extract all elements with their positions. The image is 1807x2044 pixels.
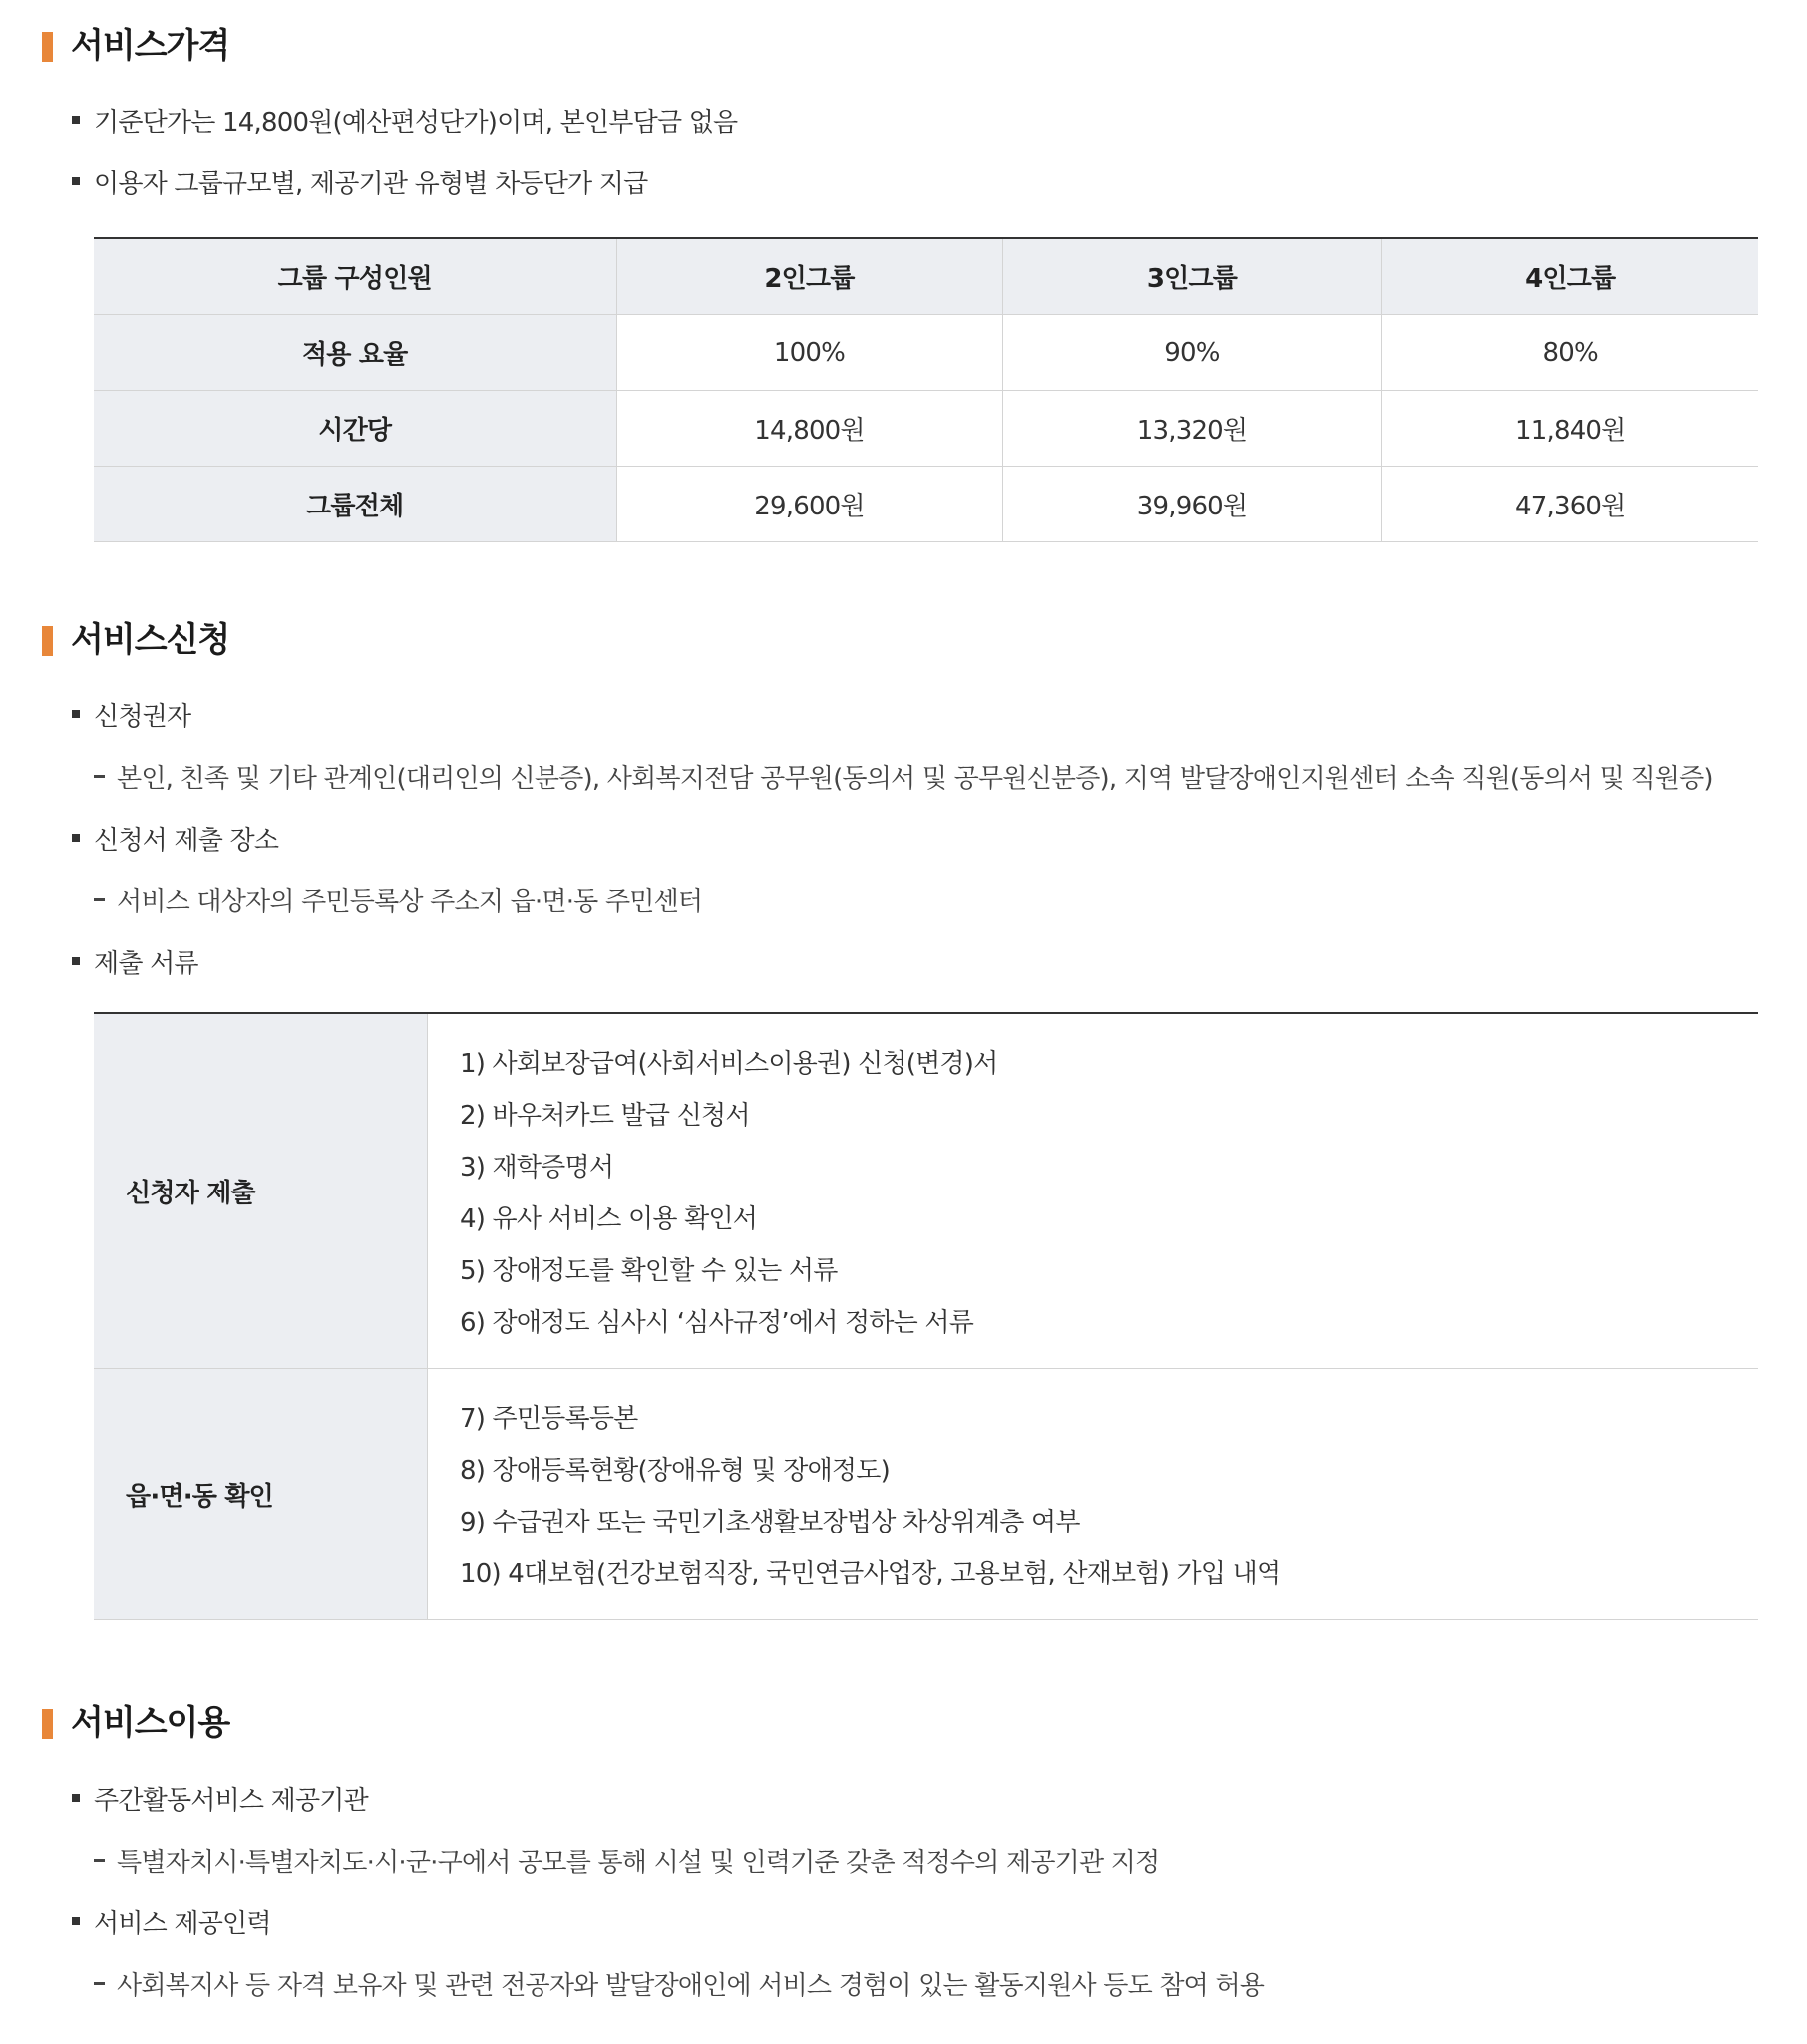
table-cell: 39,960원 [1002, 467, 1381, 542]
header-cell: 그룹 구성인원 [94, 238, 616, 315]
dash-icon [94, 1859, 105, 1862]
bullet-text: 기준단가는 14,800원(예산편성단가)이며, 본인부담금 없음 [94, 107, 738, 138]
section-title-price [42, 16, 229, 68]
sub-submit-place [94, 879, 702, 919]
header-cell: 4인그룹 [1381, 238, 1758, 315]
bullet-text: 서비스 제공인력 [94, 1908, 271, 1939]
list-item: 7) 주민등록등본 [460, 1403, 638, 1434]
sub-text: 서비스 대상자의 주민등록상 주소지 읍·면·동 주민센터 [117, 886, 703, 917]
bullet-text: 제출 서류 [94, 948, 198, 979]
bullet-provider [72, 1778, 368, 1818]
dash-icon [94, 898, 105, 901]
table-cell: 14,800원 [616, 391, 1002, 467]
table-header-row [94, 238, 1758, 315]
bullet-square-icon [72, 116, 80, 124]
bullet-text: 주간활동서비스 제공기관 [94, 1785, 368, 1816]
table-cell: 80% [1381, 315, 1758, 391]
sub-applicant [94, 756, 1713, 796]
bullet-text: 이용자 그룹규모별, 제공기관 유형별 차등단가 지급 [94, 169, 648, 199]
table-cell: 100% [616, 315, 1002, 391]
bullet-text: 신청서 제출 장소 [94, 825, 279, 855]
list-item: 4) 유사 서비스 이용 확인서 [460, 1203, 758, 1234]
section-title-apply [42, 610, 229, 662]
bullet-square-icon [72, 177, 80, 185]
row-label: 그룹전체 [94, 467, 616, 542]
section-marker-icon [42, 32, 53, 62]
list-item: 3) 재학증명서 [460, 1152, 614, 1183]
table-row [94, 315, 1758, 391]
sub-text: 특별자치시·특별자치도·시·군·구에서 공모를 통해 시설 및 인력기준 갖춘 적정수의 제공기관 지정 [117, 1847, 1160, 1877]
section-marker-icon [42, 1709, 53, 1739]
bullet-square-icon [72, 957, 80, 965]
table-cell: 90% [1002, 315, 1381, 391]
list-item: 8) 장애등록현황(장애유형 및 장애정도) [460, 1455, 890, 1486]
table-row [94, 467, 1758, 542]
section-title-text: 서비스가격 [71, 25, 230, 66]
dash-icon [94, 1982, 105, 1985]
table-row [94, 391, 1758, 467]
price-table [94, 237, 1758, 542]
bullet-price-2 [72, 162, 647, 201]
bullet-text: 신청권자 [94, 701, 191, 732]
list-item: 2) 바우처카드 발급 신청서 [460, 1100, 750, 1131]
list-item: 9) 수급권자 또는 국민기초생활보장법상 차상위계층 여부 [460, 1507, 1080, 1537]
bullet-square-icon [72, 1917, 80, 1925]
table-cell: 13,320원 [1002, 391, 1381, 467]
row-label: 신청자 제출 [94, 1013, 428, 1368]
bullet-submit-place [72, 818, 278, 857]
bullet-price-1 [72, 100, 737, 140]
section-marker-icon [42, 626, 53, 656]
table-cell: 47,360원 [1381, 467, 1758, 542]
table-row [94, 1013, 1758, 1368]
header-cell: 3인그룹 [1002, 238, 1381, 315]
sub-text: 사회복지사 등 자격 보유자 및 관련 전공자와 발달장애인에 서비스 경험이 있는 활동지원사 등도 참여 허용 [117, 1970, 1265, 2001]
list-item: 6) 장애정도 심사시 ‘심사규정’에서 정하는 서류 [460, 1307, 974, 1338]
sub-staff [94, 1963, 1264, 2003]
header-cell: 2인그룹 [616, 238, 1002, 315]
row-label: 읍·면·동 확인 [94, 1368, 428, 1619]
bullet-staff [72, 1901, 271, 1941]
table-row [94, 1368, 1758, 1619]
bullet-square-icon [72, 834, 80, 842]
section-title-text: 서비스이용 [71, 1702, 230, 1743]
dash-icon [94, 775, 105, 778]
list-item: 10) 4대보험(건강보험직장, 국민연금사업장, 고용보험, 산재보험) 가입 내역 [460, 1558, 1281, 1589]
doc-list-office [428, 1368, 1759, 1619]
doc-list-applicant [428, 1013, 1759, 1368]
row-label: 적용 요율 [94, 315, 616, 391]
section-title-text: 서비스신청 [71, 619, 230, 660]
row-label: 시간당 [94, 391, 616, 467]
table-cell: 11,840원 [1381, 391, 1758, 467]
bullet-documents [72, 941, 198, 981]
documents-table [94, 1012, 1758, 1620]
sub-text: 본인, 친족 및 기타 관계인(대리인의 신분증), 사회복지전담 공무원(동의서 및 공무원신분증), 지역 발달장애인지원센터 소속 직원(동의서 및 직원증) [117, 763, 1713, 794]
bullet-square-icon [72, 710, 80, 718]
list-item: 5) 장애정도를 확인할 수 있는 서류 [460, 1255, 838, 1286]
sub-provider [94, 1840, 1159, 1879]
list-item: 1) 사회보장급여(사회서비스이용권) 신청(변경)서 [460, 1048, 998, 1079]
table-cell: 29,600원 [616, 467, 1002, 542]
bullet-applicant [72, 694, 190, 734]
bullet-square-icon [72, 1794, 80, 1802]
section-title-use [42, 1693, 229, 1745]
